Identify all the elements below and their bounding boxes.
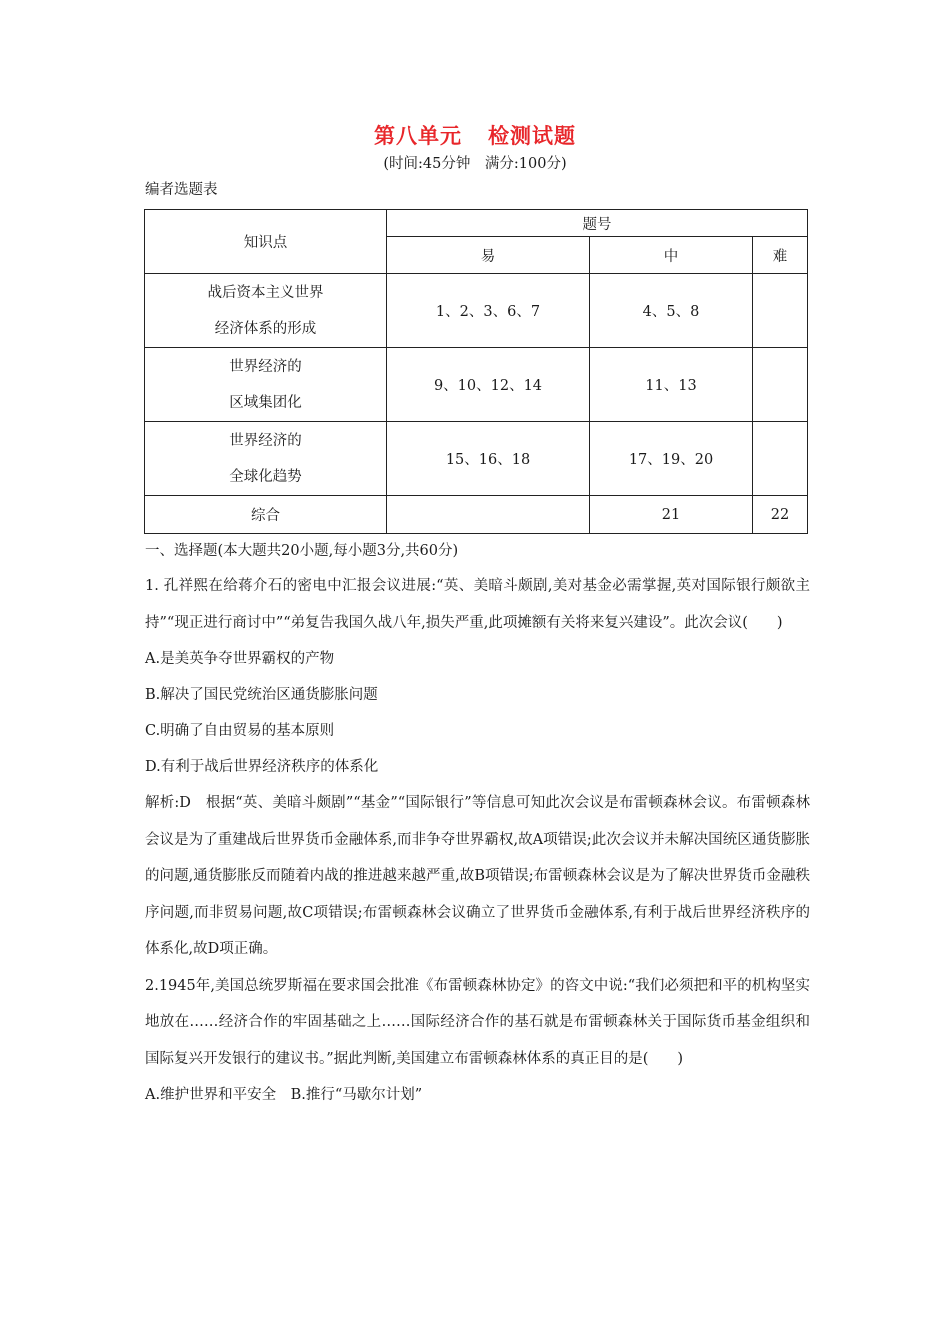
question-1-option-c: C.明确了自由贸易的基本原则 (145, 723, 335, 739)
hard-cell (753, 274, 808, 348)
hard-cell (753, 422, 808, 496)
easy-cell: 1、2、3、6、7 (387, 274, 590, 348)
header-question-number: 题号 (387, 210, 808, 237)
medium-cell: 17、19、20 (590, 422, 753, 496)
topic-cell: 综合 (145, 496, 387, 534)
table-summary-row (145, 496, 808, 534)
question-1-option-d: D.有利于战后世界经济秩序的体系化 (145, 759, 379, 775)
hard-cell: 22 (753, 496, 808, 534)
question-1-option-b: B.解决了国民党统治区通货膨胀问题 (145, 687, 378, 703)
header-knowledge: 知识点 (145, 210, 387, 274)
table-row (145, 274, 808, 348)
medium-cell: 11、13 (590, 348, 753, 422)
question-1-option-a: A.是美英争夺世界霸权的产物 (145, 651, 335, 667)
header-medium: 中 (590, 237, 753, 274)
hard-cell (753, 348, 808, 422)
easy-cell (387, 496, 590, 534)
medium-cell: 4、5、8 (590, 274, 753, 348)
title-unit: 第八单元 (374, 124, 462, 148)
topic-cell: 世界经济的 全球化趋势 (145, 422, 387, 496)
table-row (145, 422, 808, 496)
easy-cell: 9、10、12、14 (387, 348, 590, 422)
header-hard: 难 (753, 237, 808, 274)
title-test: 检测试题 (488, 124, 576, 148)
table-caption: 编者选题表 (145, 182, 218, 198)
section-heading: 一、选择题(本大题共20小题,每小题3分,共60分) (145, 543, 459, 559)
topic-cell: 世界经济的 区域集团化 (145, 348, 387, 422)
question-1-stem: 1. 孔祥熙在给蒋介石的密电中汇报会议进展:“英、美暗斗颇剧,美对基金必需掌握,英对国际银行颇欲主持”“现正进行商讨中”“弟复告我国久战八年,损失严重,此项摊额有关将来复兴建设”。此次会议( ) (145, 578, 810, 631)
topic-cell: 战后资本主义世界 经济体系的形成 (145, 274, 387, 348)
medium-cell: 21 (590, 496, 753, 534)
easy-cell: 15、16、18 (387, 422, 590, 496)
question-selection-table (144, 209, 808, 534)
table-header-row (145, 210, 808, 237)
question-content (145, 568, 810, 1113)
question-2-options: A.维护世界和平安全 B.推行“马歇尔计划” (145, 1087, 423, 1103)
exam-subtitle: (时间:45分钟 满分:100分) (383, 156, 567, 172)
question-2-stem: 2.1945年,美国总统罗斯福在要求国会批准《布雷顿森林协定》的咨文中说:“我们必须把和平的机构坚实地放在……经济合作的牢固基础之上……国际经济合作的基石就是布雷顿森林关于国际货币基金组织和国际复兴开发银行的建议书。”据此判断,美国建立布雷顿森林体系的真正目的是( ) (145, 977, 810, 1067)
header-easy: 易 (387, 237, 590, 274)
question-1-analysis: 解析:D 根据“英、美暗斗颇剧”“基金”“国际银行”等信息可知此次会议是布雷顿森林会议。布雷顿森林会议是为了重建战后世界货币金融体系,而非争夺世界霸权,故A项错误;此次会议并未解决国统区通货膨胀的问题,通货膨胀反而随着内战的推进越来越严重,故B项错误;布雷顿森林会议是为了解决世界货币金融秩序问题,而非贸易问题,故C项错误;布雷顿森林会议确立了世界货币金融体系,有利于战后世界经济秩序的体系化,故D项正确。 (145, 795, 810, 957)
table-row (145, 348, 808, 422)
page-title (0, 120, 950, 150)
